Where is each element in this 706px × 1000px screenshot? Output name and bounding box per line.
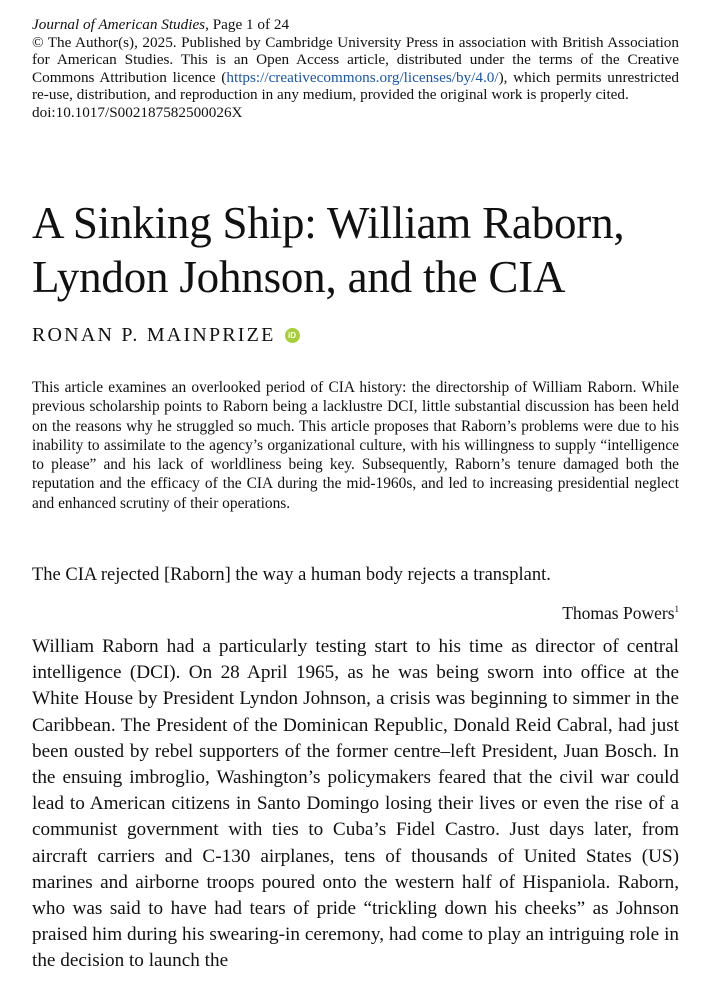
abstract: This article examines an overlooked period of CIA history: the directorship of William Raborn. While previous scholarship points to Raborn being a lacklustre DCI, little substantial discussion has been held on the reasons why he struggled so much. This article proposes that Raborn’s problems were due to his inability to assimilate to the agency’s organizational culture, with his willingness to supply “intelligence to please” and his lack of worldliness being key. Subsequently, Raborn’s tenure damaged both the reputation and the efficacy of the CIA during the mid-1960s, and led to increasing presidential neglect and enhanced scrutiny of their operations. <box>32 379 679 512</box>
journal-header <box>32 16 679 122</box>
body-paragraph: William Raborn had a particularly testing start to his time as director of central intelligence (DCI). On 28 April 1965, as he was being sworn into office at the White House by President Lyndon Johnson, a crisis was beginning to simmer in the Caribbean. The President of the Dominican Republic, Donald Reid Cabral, had just been ousted by rebel supporters of the former centre–left President, Juan Bosch. In the ensuing imbroglio, Washington’s policymakers feared that the civil war could lead to American citizens in Santo Domingo losing their lives or even the rise of a communist government with ties to Cuba’s Fidel Castro. Just days later, from aircraft carriers and C-130 airplanes, tens of thousands of United States (US) marines and airborne troops poured onto the western half of Hispaniola. Raborn, who was said to have had tears of pride “trickling down his cheeks” as Johnson praised him during his swearing-in ceremony, had come to play an intriguing role in the decision to launch the <box>32 636 679 972</box>
footnote-marker[interactable]: 1 <box>674 604 679 614</box>
epigraph-author: Thomas Powers <box>562 603 675 623</box>
copyright-text-pre: © The Author(s), 2025. Published by Cambridge University Press in association with British Association for American Studies. This is an Open Access article, distributed under the terms of the Creative Commons Attribution licence ( <box>32 33 679 86</box>
article-title: A Sinking Ship: William Raborn, Lyndon Johnson, and the CIA <box>32 198 625 302</box>
orcid-icon[interactable]: iD <box>285 328 300 343</box>
page-info: , Page 1 of 24 <box>205 16 290 33</box>
author-name[interactable]: RONAN P. MAINPRIZE <box>32 324 276 346</box>
copyright-text-post: ), which permits unrestricted re-use, distribution, and reproduction in any medium, provided the original work is properly cited. <box>32 68 679 104</box>
epigraph-attribution <box>562 598 679 624</box>
journal-name: Journal of American Studies <box>32 16 206 33</box>
author-line <box>32 324 300 347</box>
epigraph-quote: The CIA rejected [Raborn] the way a human body rejects a transplant. <box>32 565 551 585</box>
copyright-notice <box>32 34 679 104</box>
license-link[interactable]: https://creativecommons.org/licenses/by/4.0/ <box>226 68 499 86</box>
journal-line <box>32 16 679 34</box>
doi[interactable]: doi:10.1017/S002187582500026X <box>32 103 243 121</box>
